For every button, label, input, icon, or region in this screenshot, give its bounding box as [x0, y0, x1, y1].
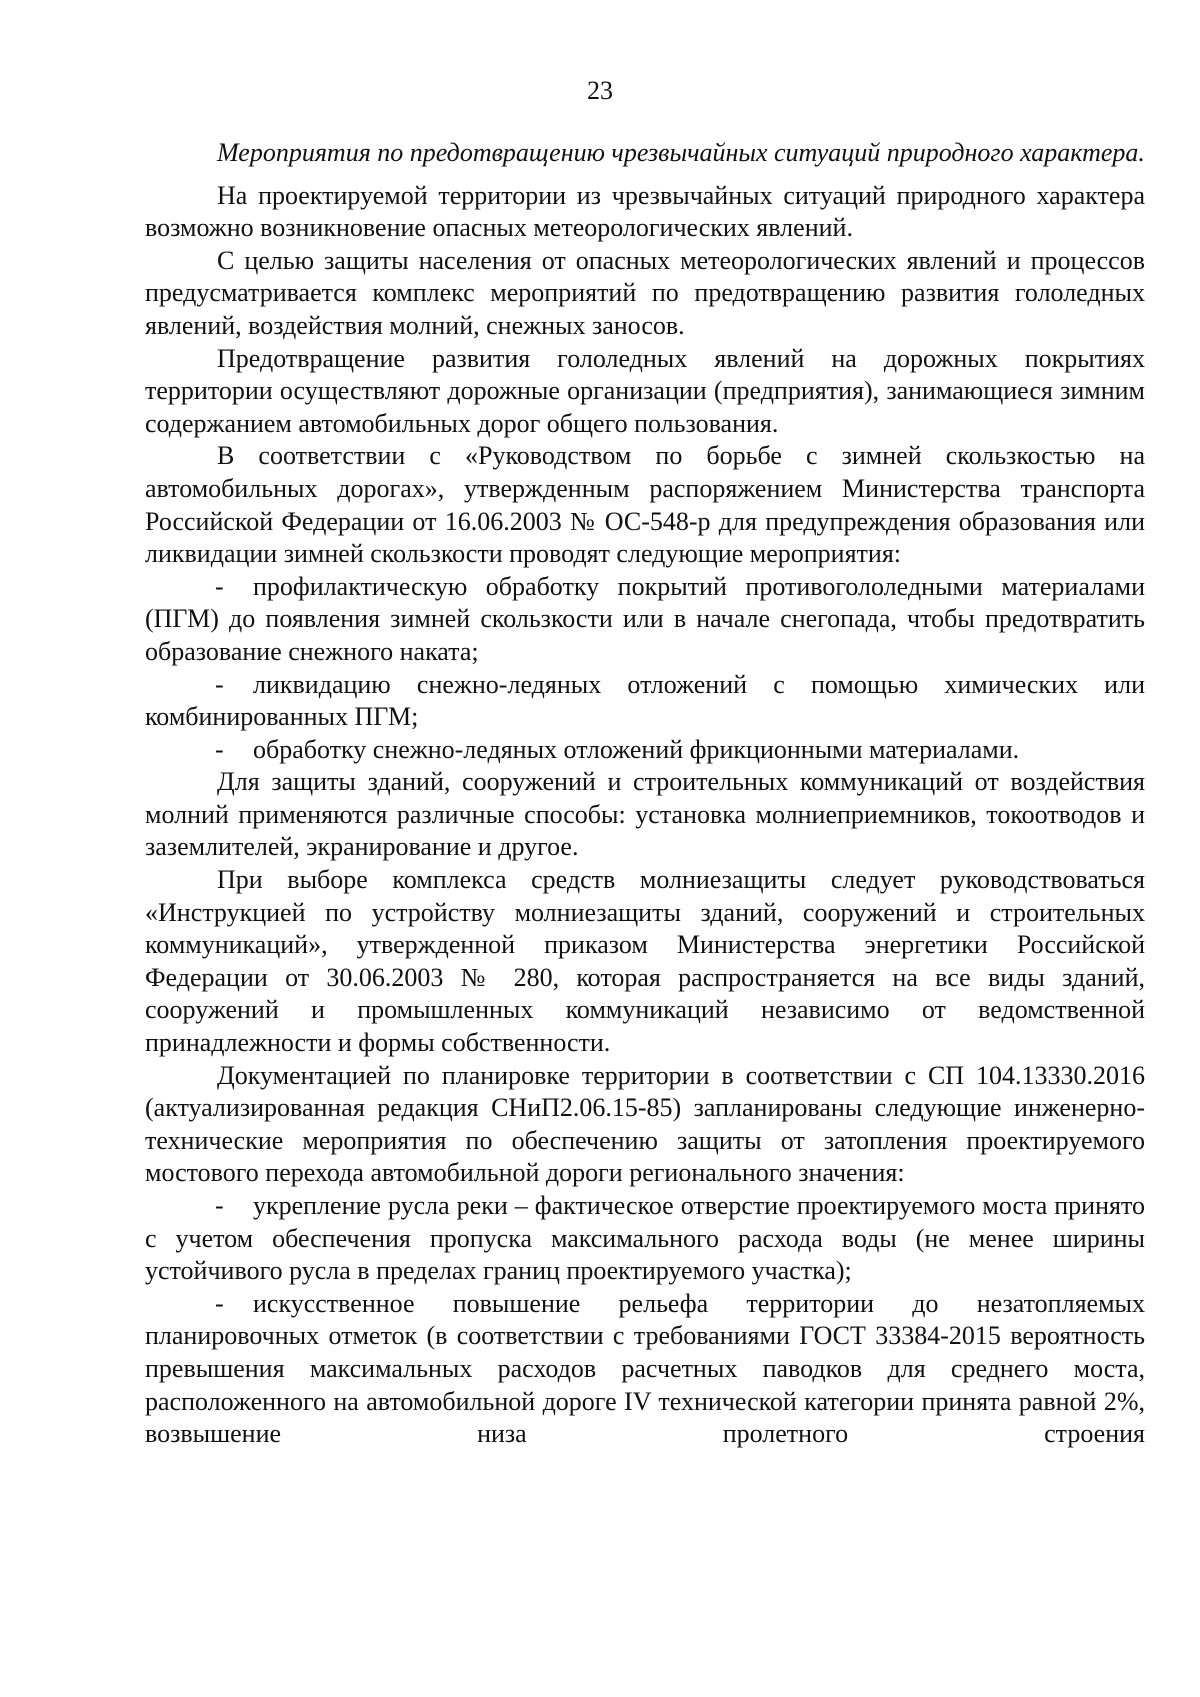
- list-item-text: ликвидацию снежно-ледяных отложений с помощью химических или комбинированных ПГМ;: [145, 669, 1145, 732]
- paragraph: Документацией по планировке территории в соответствии с СП 104.13330.2016 (актуализированная редакция СНиП2.06.15-85) запланированы следующие инженерно-технические мероприятия по обеспечению защиты от затопления проектируемого мостового перехода автомобильной дороги регионального значения:: [145, 1060, 1145, 1188]
- list-item: [145, 571, 1145, 669]
- paragraph: В соответствии с «Руководством по борьбе с зимней скользкостью на автомобильных дорогах», утвержденным распоряжением Министерства транспорта Российской Федерации от 16.06.2003 № ОС-548-р для предупреждения образования или ликвидации зимней скользкости проводят следующие мероприятия:: [145, 441, 1145, 569]
- list-item: [145, 1288, 1145, 1451]
- list-dash: -: [215, 1288, 224, 1318]
- paragraph: На проектируемой территории из чрезвычайных ситуаций природного характера возможно возникновение опасных метеорологических явлений.: [145, 180, 1145, 243]
- list-dash: -: [215, 669, 224, 699]
- list-dash: -: [215, 734, 224, 764]
- paragraph: Для защиты зданий, сооружений и строительных коммуникаций от воздействия молний применяются различные способы: установка молниеприемников, токоотводов и заземлителей, экранирование и другое.: [145, 767, 1145, 862]
- page-number: 23: [587, 76, 613, 105]
- document-body: [145, 137, 1145, 1451]
- list-item-text: профилактическую обработку покрытий противогололедными материалами (ПГМ) до появления зимней скользкости или в начале снегопада, чтобы предотвратить образование снежного наката;: [145, 571, 1145, 666]
- list-item: [145, 1190, 1145, 1288]
- list-dash: -: [215, 1191, 224, 1220]
- list-item-text: искусственное повышение рельефа территории до незатопляемых планировочных отметок (в соответствии с требованиями ГОСТ 33384-2015 вероятность превышения максимальных расходов расчетных паводков для среднего моста, расположенного на автомобильной дороге IV технической категории принята равной 2%, возвышение низа пролетного строения: [145, 1288, 1145, 1449]
- list-item: [145, 734, 1145, 767]
- list-item-text: укрепление русла реки – фактическое отверстие проектируемого моста принято с учетом обеспечения пропуска максимального расхода воды (не менее ширины устойчивого русла в пределах границ проектируемого участка);: [145, 1191, 1145, 1286]
- section-heading: Мероприятия по предотвращению чрезвычайных ситуаций природного характера.: [217, 138, 1145, 167]
- list-dash: -: [215, 571, 224, 601]
- paragraph: С целью защиты населения от опасных метеорологических явлений и процессов предусматривается комплекс мероприятий по предотвращению развития гололедных явлений, воздействия молний, снежных заносов.: [145, 245, 1145, 340]
- list-item-text: обработку снежно-ледяных отложений фрикционными материалами.: [253, 734, 1020, 764]
- paragraph: При выборе комплекса средств молниезащиты следует руководствоваться «Инструкцией по устройству молниезащиты зданий, сооружений и строительных коммуникаций», утвержденной приказом Министерства энергетики Российской Федерации от 30.06.2003 № 280, которая распространяется на все виды зданий, сооружений и промышленных коммуникаций независимо от ведомственной принадлежности и формы собственности.: [145, 865, 1145, 1058]
- paragraph: Предотвращение развития гололедных явлений на дорожных покрытиях территории осуществляют дорожные организации (предприятия), занимающиеся зимним содержанием автомобильных дорог общего пользования.: [145, 343, 1145, 438]
- list-item: [145, 669, 1145, 734]
